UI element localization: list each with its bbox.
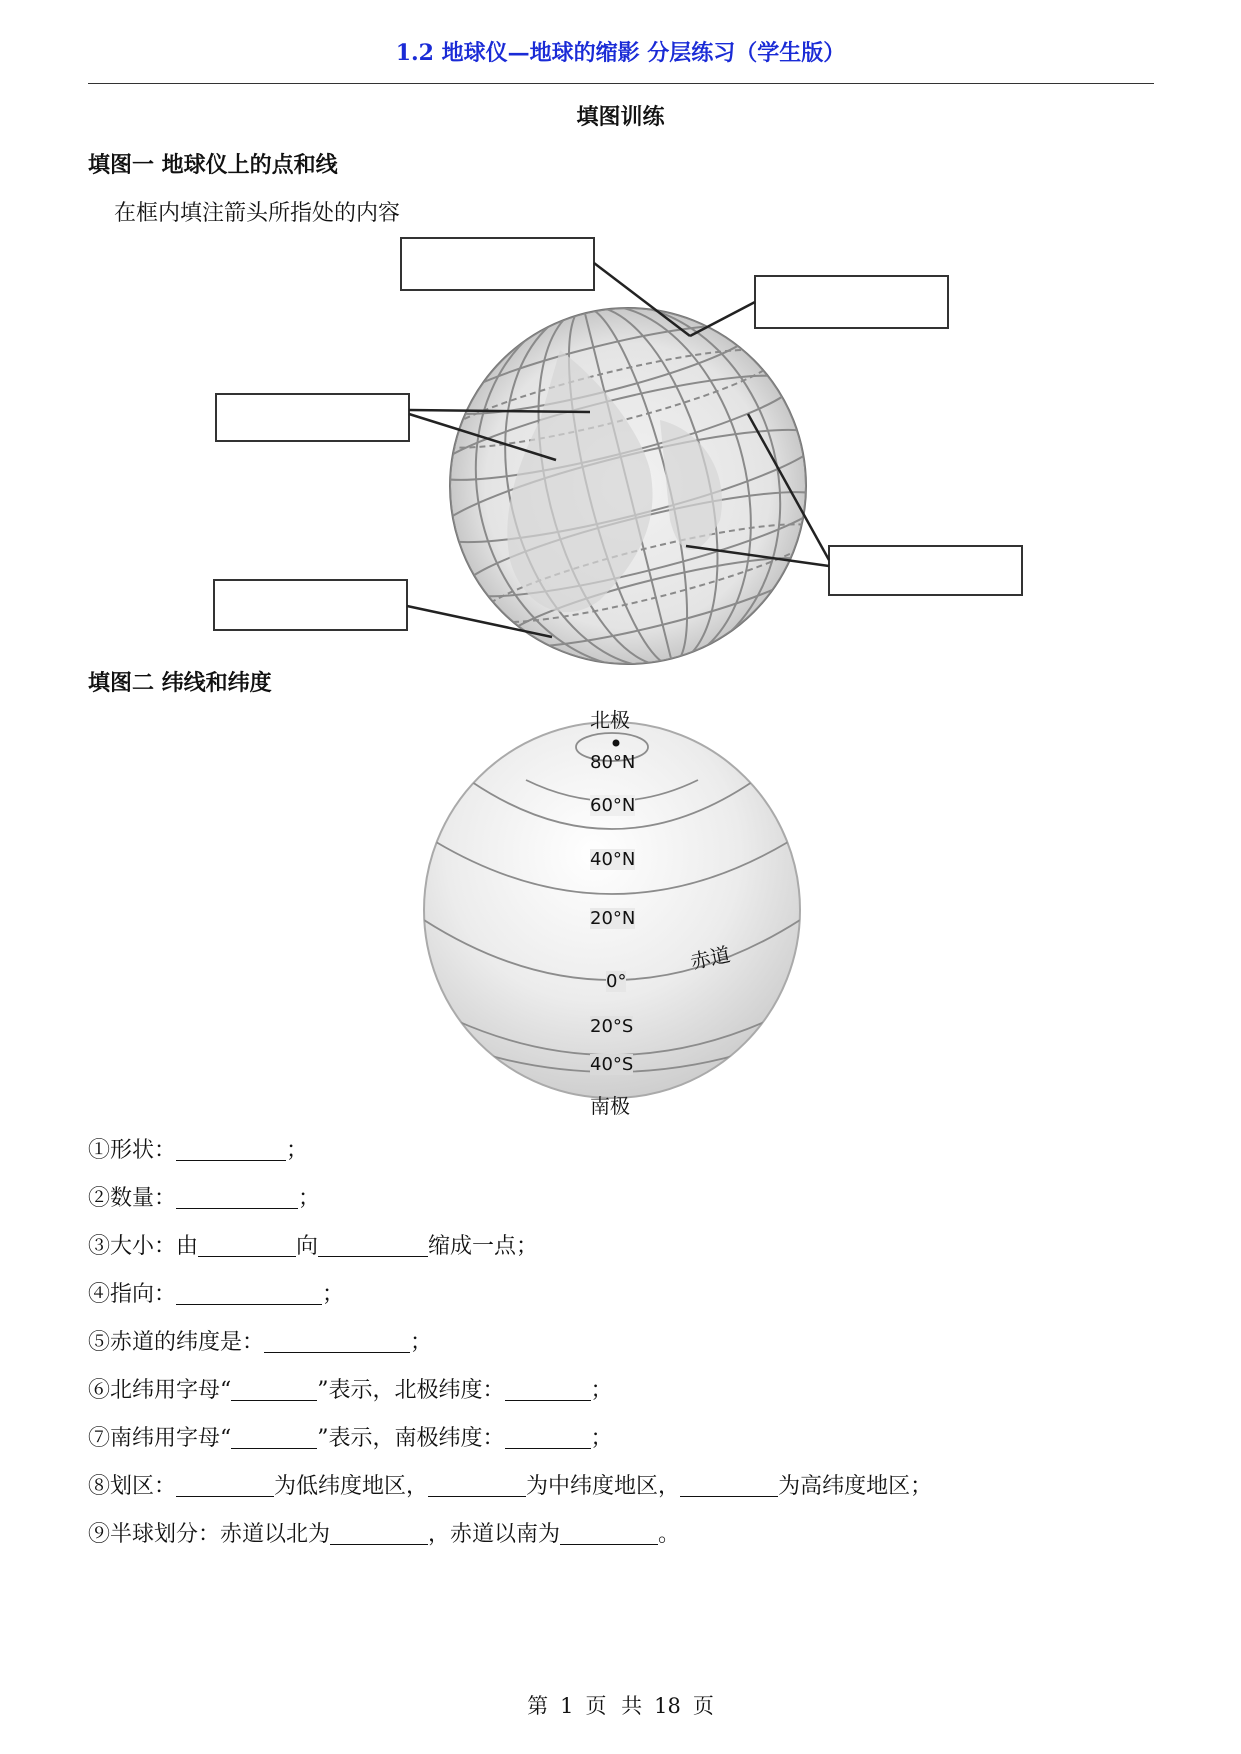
page-total: 18 — [654, 1694, 681, 1718]
latitude-label-60n: 60°N — [590, 795, 636, 816]
answer-blank[interactable] — [330, 1522, 428, 1545]
question-8: ⑧划区： 为低纬度地区， 为中纬度地区， 为高纬度地区； — [88, 1474, 933, 1499]
page-number: 1 — [560, 1694, 574, 1718]
question-4: ④指向： ； — [88, 1282, 345, 1307]
question-5: ⑤赤道的纬度是： ； — [88, 1330, 433, 1355]
latitude-label-40s: 40°S — [590, 1054, 634, 1075]
question-1: ①形状： ； — [88, 1138, 309, 1163]
answer-blank[interactable] — [560, 1522, 658, 1545]
answer-blank[interactable] — [428, 1474, 526, 1497]
latitude-label-equator: 0° — [606, 971, 627, 992]
part1-title: 填图一 地球仪上的点和线 — [88, 153, 338, 178]
question-7: ⑦南纬用字母“ ”表示，南极纬度： ； — [88, 1426, 613, 1451]
latitude-label-80n: 80°N — [590, 752, 636, 773]
north-pole-label: 北极 — [590, 708, 630, 732]
answer-blank[interactable] — [231, 1378, 317, 1401]
page-footer: 第 1 页 共 18 页 — [527, 1694, 714, 1718]
answer-blank[interactable] — [198, 1234, 296, 1257]
south-pole-label: 南极 — [590, 1094, 630, 1118]
question-3: ③大小：由 向 缩成一点； — [88, 1234, 539, 1259]
answer-blank[interactable] — [505, 1378, 591, 1401]
answer-blank[interactable] — [176, 1474, 274, 1497]
answer-blank[interactable] — [176, 1282, 322, 1305]
answer-blank[interactable] — [505, 1426, 591, 1449]
latitude-label-40n: 40°N — [590, 849, 636, 870]
question-2: ②数量： ； — [88, 1186, 321, 1211]
answer-blank[interactable] — [264, 1330, 410, 1353]
latitude-label-20s: 20°S — [590, 1016, 634, 1037]
part1-instruction: 在框内填注箭头所指处的内容 — [114, 201, 401, 226]
question-9: ⑨半球划分：赤道以北为 ，赤道以南为 。 — [88, 1522, 681, 1547]
equator-label: 赤道 — [688, 942, 733, 974]
section-title: 填图训练 — [576, 105, 665, 130]
answer-blank[interactable] — [680, 1474, 778, 1497]
question-6: ⑥北纬用字母“ ”表示，北极纬度： ； — [88, 1378, 613, 1403]
answer-blank[interactable] — [318, 1234, 428, 1257]
answer-blank[interactable] — [231, 1426, 317, 1449]
page-header-title: 1.2 地球仪—地球的缩影 分层练习（学生版） — [395, 40, 846, 66]
answer-blank[interactable] — [176, 1186, 298, 1209]
north-pole-dot — [613, 740, 620, 747]
answer-blank[interactable] — [176, 1138, 286, 1161]
part2-title: 填图二 纬线和纬度 — [88, 671, 272, 696]
latitude-label-20n: 20°N — [590, 908, 636, 929]
